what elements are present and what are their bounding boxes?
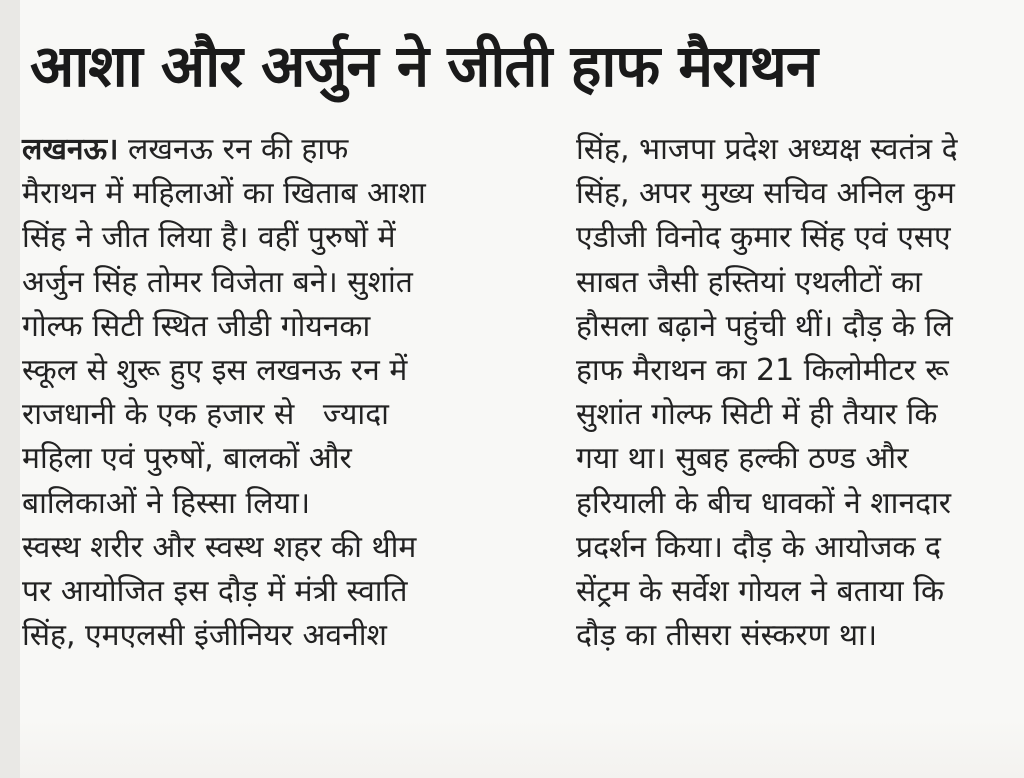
- article-line: अर्जुन सिंह तोमर विजेता बने। सुशांत: [22, 264, 413, 300]
- article-line: स्वस्थ शरीर और स्वस्थ शहर की थीम: [22, 529, 417, 565]
- article-column-left: [22, 128, 542, 658]
- article-line: स्कूल से शुरू हुए इस लखनऊ रन में: [22, 352, 408, 388]
- page-bottom-margin: [20, 718, 1024, 778]
- article-line: पर आयोजित इस दौड़ में मंत्री स्वाति: [22, 573, 408, 609]
- article-line: [22, 128, 542, 172]
- article-line-text: लखनऊ रन की हाफ: [118, 132, 349, 167]
- dateline: लखनऊ।: [22, 132, 119, 167]
- article-line: बालिकाओं ने हिस्सा लिया।: [22, 485, 311, 521]
- article-line: सिंह ने जीत लिया है। वहीं पुरुषों में: [22, 220, 396, 256]
- article-line: महिला एवं पुरुषों, बालकों और: [22, 441, 352, 477]
- article-line: हाफ मैराथन का 21 किलोमीटर रू: [576, 352, 949, 388]
- article-line: दौड़ का तीसरा संस्करण था।: [576, 618, 878, 654]
- article-line: हरियाली के बीच धावकों ने शानदार: [576, 485, 952, 521]
- page-edge-shadow: [0, 0, 20, 778]
- article-line: प्रदर्शन किया। दौड़ के आयोजक द: [576, 529, 941, 565]
- article-line: सुशांत गोल्फ सिटी में ही तैयार कि: [576, 397, 938, 433]
- article-line: गोल्फ सिटी स्थित जीडी गोयनका: [22, 308, 371, 344]
- newspaper-clipping: [20, 0, 1024, 778]
- article-line: एडीजी विनोद कुमार सिंह एवं एसए: [576, 220, 951, 256]
- article-line: हौसला बढ़ाने पहुंची थीं। दौड़ के लि: [576, 308, 953, 344]
- headline: आशा और अर्जुन ने जीती हाफ मैराथन: [30, 32, 818, 100]
- article-line: सिंह, अपर मुख्य सचिव अनिल कुम: [576, 176, 955, 212]
- article-line: सिंह, भाजपा प्रदेश अध्यक्ष स्वतंत्र दे: [576, 132, 958, 167]
- article-line: मैराथन में महिलाओं का खिताब आशा: [22, 176, 426, 212]
- article-column-right: [576, 128, 1024, 658]
- article-line: राजधानी के एक हजार से ज्यादा: [22, 397, 389, 433]
- article-line: सिंह, एमएलसी इंजीनियर अवनीश: [22, 618, 387, 654]
- article-line: साबत जैसी हस्तियां एथलीटों का: [576, 264, 922, 300]
- article-line: गया था। सुबह हल्की ठण्ड और: [576, 441, 909, 477]
- article-line: सेंट्रम के सर्वेश गोयल ने बताया कि: [576, 573, 944, 609]
